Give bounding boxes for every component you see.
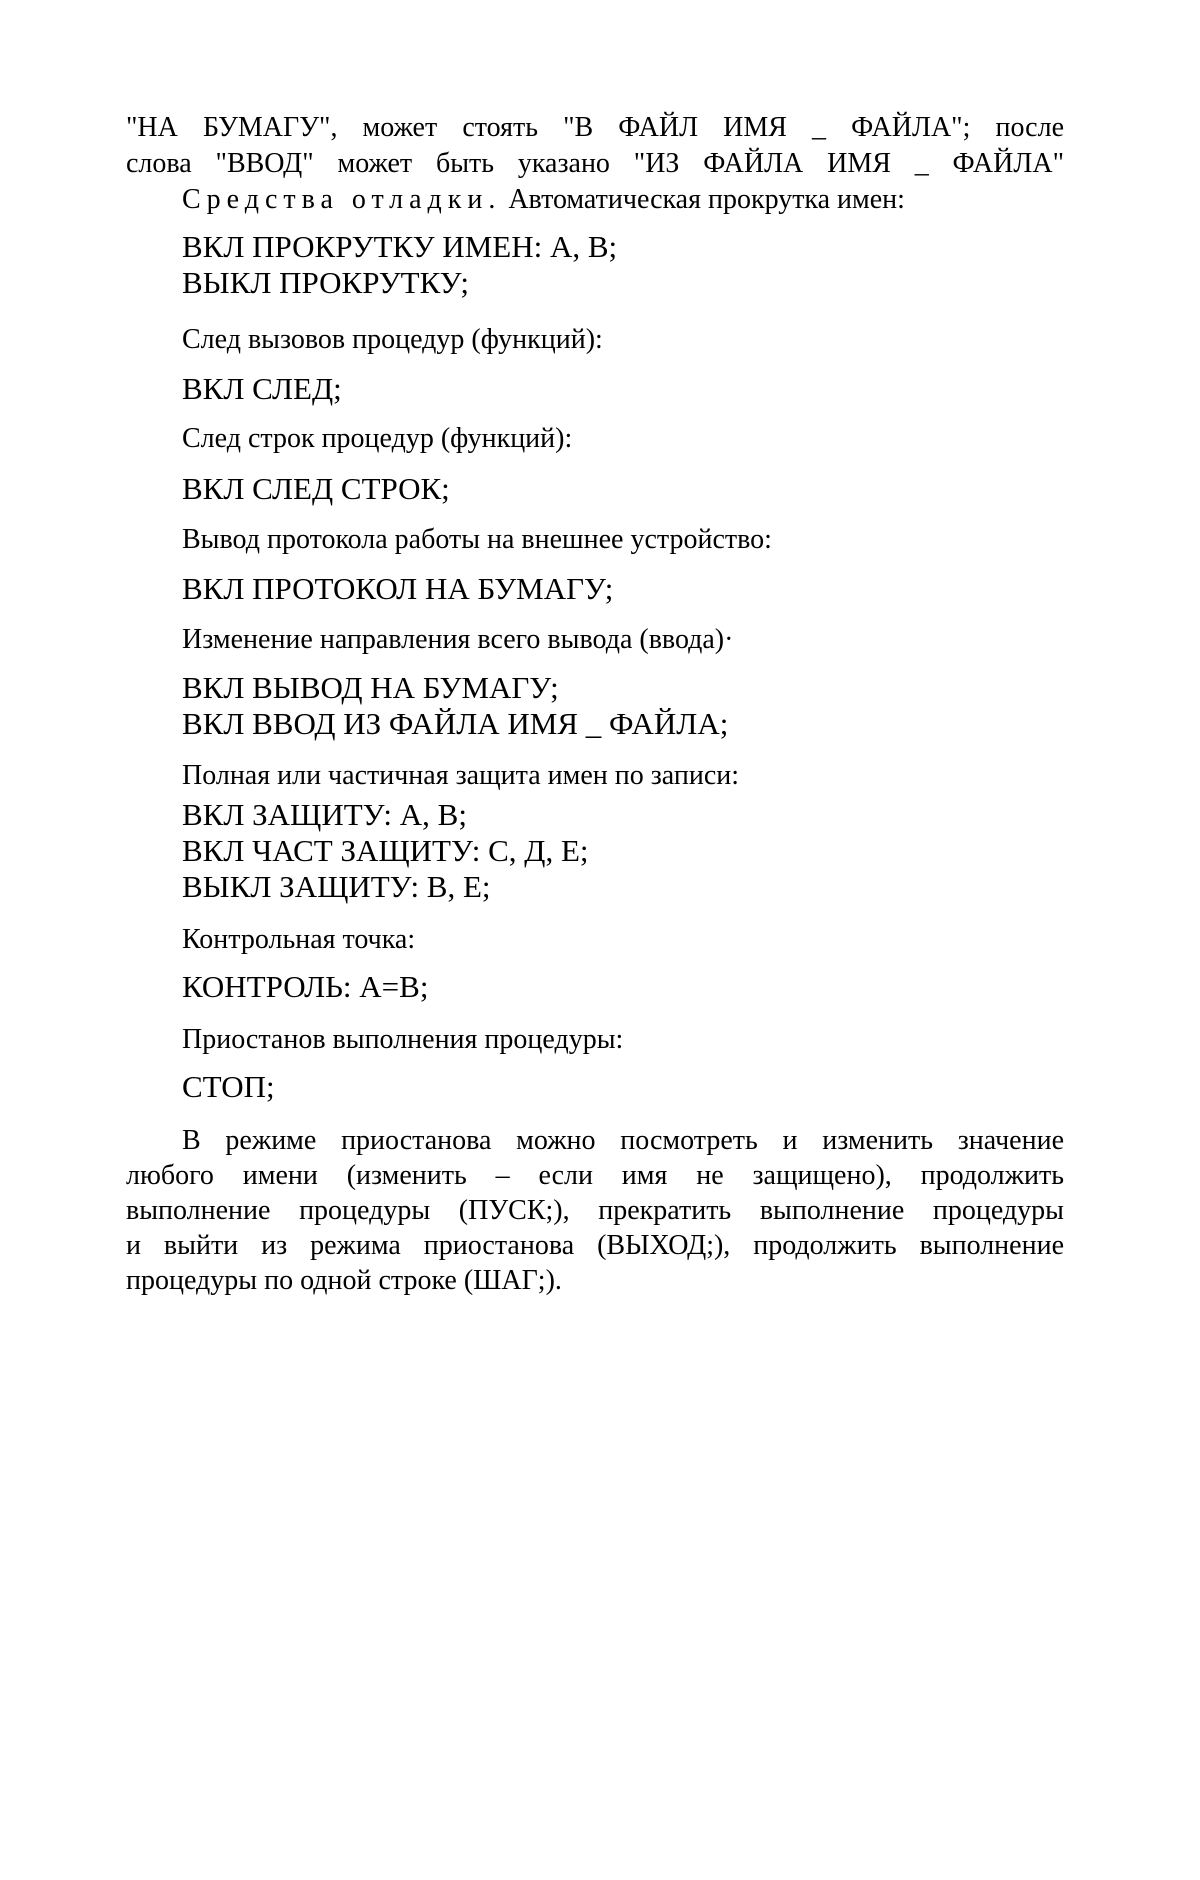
trace-calls-label: След вызовов процедур (функций):: [182, 326, 603, 354]
code-autoscroll-on: ВКЛ ПРОКРУТКУ ИМЕН: А, В;: [182, 231, 617, 262]
code-protect-partial: ВКЛ ЧАСТ ЗАЩИТУ: С, Д, Е;: [182, 835, 589, 866]
final-paragraph-line-4: и выйти из режима приостанова (ВЫХОД;), продолжить выполнение: [126, 1232, 1064, 1260]
code-trace-lines: ВКЛ СЛЕД СТРОК;: [182, 473, 450, 504]
final-paragraph-line-5: процедуры по одной строке (ШАГ;).: [126, 1267, 1064, 1295]
code-log: ВКЛ ПРОТОКОЛ НА БУМАГУ;: [182, 573, 613, 604]
code-stop: СТОП;: [182, 1071, 275, 1102]
checkpoint-label: Контрольная точка:: [182, 926, 415, 954]
trace-lines-label: След строк процедур (функций):: [182, 425, 572, 453]
debug-tools-line: [182, 186, 905, 214]
code-protect-off: ВЫКЛ ЗАЩИТУ: В, Е;: [182, 871, 491, 902]
autoscroll-description: Автоматическая прокрутка имен:: [508, 184, 905, 215]
debug-tools-heading: Средства отладки.: [182, 184, 501, 215]
intro-line-1: "НА БУМАГУ", может стоять "В ФАЙЛ ИМЯ _ ФАЙЛА"; после: [126, 114, 1064, 142]
code-protect-on: ВКЛ ЗАЩИТУ: А, В;: [182, 799, 467, 830]
code-redirect-in: ВКЛ ВВОД ИЗ ФАЙЛА ИМЯ _ ФАЙЛА;: [182, 708, 728, 739]
pause-label: Приостанов выполнения процедуры:: [182, 1026, 623, 1054]
code-autoscroll-off: ВЫКЛ ПРОКРУТКУ;: [182, 267, 469, 298]
log-label: Вывод протокола работы на внешнее устройство:: [182, 526, 772, 554]
final-paragraph-line-1: В режиме приостанова можно посмотреть и изменить значение: [126, 1127, 1064, 1155]
book-page: [0, 0, 1200, 1880]
code-redirect-out: ВКЛ ВЫВОД НА БУМАГУ;: [182, 672, 559, 703]
protect-label: Полная или частичная защита имен по записи:: [182, 762, 739, 790]
code-trace-on: ВКЛ СЛЕД;: [182, 373, 342, 404]
intro-line-2: слова "ВВОД" может быть указано "ИЗ ФАЙЛА ИМЯ _ ФАЙЛА": [126, 150, 1064, 178]
final-paragraph-line-2: любого имени (изменить – если имя не защищено), продолжить: [126, 1162, 1064, 1190]
final-paragraph-line-3: выполнение процедуры (ПУСК;), прекратить выполнение процедуры: [126, 1197, 1064, 1225]
redirect-label: Изменение направления всего вывода (ввода)·: [182, 626, 733, 654]
code-checkpoint: КОНТРОЛЬ: А=В;: [182, 971, 428, 1002]
